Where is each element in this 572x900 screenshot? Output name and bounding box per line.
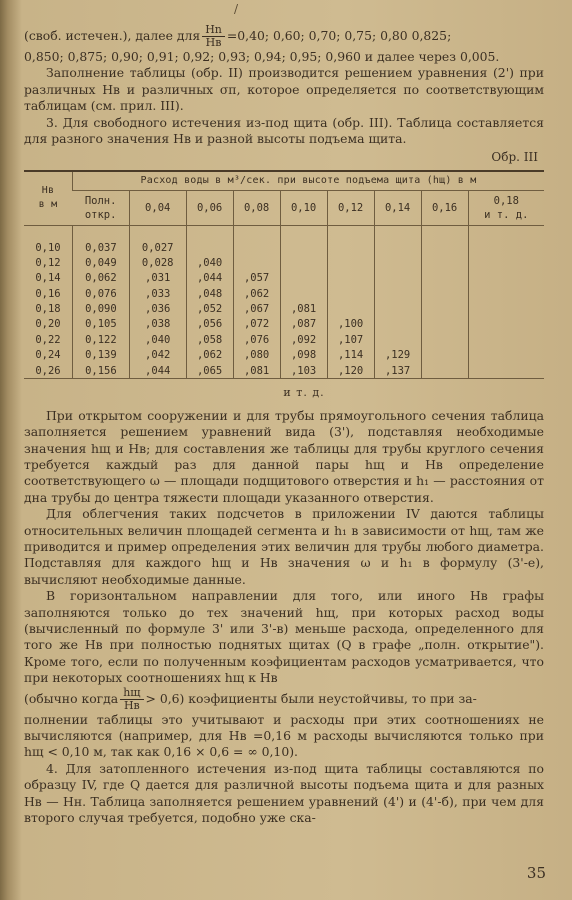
table-cell: ,081	[280, 301, 327, 316]
table-subheader-row	[24, 190, 544, 225]
table-cell	[421, 301, 468, 316]
table-cell: ,038	[129, 317, 186, 332]
table-cell	[468, 332, 544, 347]
table-cell: ,107	[327, 332, 374, 347]
table-subheader-3: 0,08	[233, 190, 280, 225]
table-cell	[421, 317, 468, 332]
table-row	[24, 317, 544, 332]
table-cell	[374, 286, 421, 301]
table-cell: 0,037	[73, 225, 130, 255]
table-cell	[374, 332, 421, 347]
table-cell: ,058	[186, 332, 233, 347]
para6-after-frac: > 0,6) коэфициенты были неустойчивы, то при за-	[145, 690, 477, 706]
table-cell: 0,156	[73, 363, 130, 379]
para6-text-1: В горизонтальном направлении для того, или иного Hв графы заполняются только до тех значений hщ, при которых расход воды (вычисленный по формуле 3' или 3'-в) меньше расхода, определенного для того же Hв при полностью поднятых щитах (Q в графе „полн. открытие"). Кроме того, если по полученным коэфициентам расходов усматривается, что при некоторых соотношениях hщ к Hв	[24, 588, 544, 686]
table-cell	[468, 363, 544, 379]
table-cell: 0,12	[35, 256, 61, 269]
table-cell	[233, 225, 280, 255]
table-cell: 0,139	[73, 348, 130, 363]
paragraph-4: При открытом сооружении и для трубы прямоугольного сечения таблица заполняется решением уравнений вида (3'), подставляя необходимые значения hщ и Hв; для составления же таблицы для трубы круглого сечения требуется каждый раз для данной пары hщ и Hв определение соответствующего ω — площади подщитового отверстия и h₁ — расстояния от дна трубы до центра тяжести площади указанного отверстия.	[24, 407, 544, 505]
table-cell	[327, 271, 374, 286]
fraction-hn-hv	[202, 24, 225, 49]
table-subheader-8: 0,18 и т. д.	[468, 190, 544, 225]
table-cell	[374, 255, 421, 270]
table-cell: ,103	[280, 363, 327, 379]
figure-label: Обр. III	[491, 150, 538, 165]
fraction-denominator: Hв	[123, 698, 140, 712]
table-subheader-1: 0,04	[129, 190, 186, 225]
table-cell	[468, 286, 544, 301]
table-cell: ,048	[186, 286, 233, 301]
table-cell	[421, 286, 468, 301]
table-cell: 0,062	[73, 271, 130, 286]
table-row	[24, 363, 544, 379]
table-row	[24, 255, 544, 270]
table-subheader-5: 0,12	[327, 190, 374, 225]
table-cell: ,129	[374, 348, 421, 363]
discharge-table	[24, 170, 544, 380]
table-cell: 0,028	[129, 255, 186, 270]
table-cell: ,052	[186, 301, 233, 316]
table-cell: ,080	[233, 348, 280, 363]
table-group-header-row	[24, 171, 544, 191]
page-content	[24, 24, 544, 827]
table-cell	[421, 255, 468, 270]
table-cell: ,057	[233, 271, 280, 286]
paragraph-2: Заполнение таблицы (обр. II) производится решением уравнения (2') при различных Hв и различных σп, которое определяется по соответствующим таблицам (см. прил. III).	[24, 65, 544, 114]
paragraph-5: Для облегчения таких подсчетов в приложении IV даются таблицы относительных величин площадей сегмента и h₁ в зависимости от hщ, там же приводится и пример определения этих величин для трубы любого диаметра. Подставляя для каждого hщ и Hв значения ω и h₁ в формулу (3'-е), вычисляют необходимые данные.	[24, 506, 544, 587]
paragraph-1-line-2: 0,850; 0,875; 0,90; 0,91; 0,92; 0,93; 0,94; 0,95; 0,960 и далее через 0,005.	[24, 49, 500, 64]
paragraph-3: 3. Для свободного истечения из-под щита (обр. III). Таблица составляется для разного значения Hв и разной высоты подъема щита.	[24, 114, 544, 147]
table-cell: ,137	[374, 363, 421, 379]
table-row	[24, 301, 544, 316]
table-subheader-4: 0,10	[280, 190, 327, 225]
fraction-numerator: hщ	[120, 687, 143, 700]
table-footer: и т. д.	[283, 386, 325, 400]
para6-before-frac: (обычно когда	[24, 690, 119, 706]
table-cell	[421, 225, 468, 255]
table-cell: 0,090	[73, 301, 130, 316]
table-cell: ,056	[186, 317, 233, 332]
table-cell	[327, 286, 374, 301]
table-cell: ,062	[186, 348, 233, 363]
table-cell	[421, 271, 468, 286]
table-row	[24, 332, 544, 347]
table-cell: ,036	[129, 301, 186, 316]
table-cell: ,040	[129, 332, 186, 347]
table-cell: ,040	[186, 255, 233, 270]
page-number: 35	[526, 864, 546, 882]
table-cell	[421, 348, 468, 363]
table-cell: 0,20	[35, 318, 61, 331]
table-group-header: Расход воды в м³/сек. при высоте подъема щита (hщ) в м	[73, 171, 545, 191]
table-subheader-6: 0,14	[374, 190, 421, 225]
table-cell: ,120	[327, 363, 374, 379]
table-body	[24, 225, 544, 379]
table-cell: 0,122	[73, 332, 130, 347]
table-cell: ,114	[327, 348, 374, 363]
table-cell	[327, 225, 374, 255]
table-cell	[280, 271, 327, 286]
table-cell: ,072	[233, 317, 280, 332]
fraction-hsch-hv	[120, 687, 143, 712]
table-cell: ,092	[280, 332, 327, 347]
paragraph-1-line-1	[24, 24, 544, 49]
table-subheader-2: 0,06	[186, 190, 233, 225]
table-cell	[280, 225, 327, 255]
fraction-numerator: Hn	[202, 24, 225, 37]
table-cell: 0,049	[73, 255, 130, 270]
table-cell	[421, 332, 468, 347]
table-cell: ,033	[129, 286, 186, 301]
table-cell	[468, 317, 544, 332]
para1-after-frac: =0,40; 0,60; 0,70; 0,75; 0,80 0,825;	[226, 28, 452, 44]
para1-before-frac: (своб. истечен.), далее для	[24, 28, 201, 44]
paragraph-6-continued: полнении таблицы это учитывают и расходы при этих соотношениях не вычисляются (например, для Hв =0,16 м расходы вычисляются только при hщ < 0,10 м, так как 0,16 × 0,6 = ∞ 0,10).	[24, 711, 544, 760]
table-cell	[280, 255, 327, 270]
table-cell: 0,105	[73, 317, 130, 332]
table-cell: ,065	[186, 363, 233, 379]
table-cell: ,100	[327, 317, 374, 332]
table-cell: ,044	[129, 363, 186, 379]
table-cell	[468, 271, 544, 286]
table-cell	[468, 255, 544, 270]
table-cell: 0,26	[24, 363, 73, 379]
table-cell: ,098	[280, 348, 327, 363]
table-cell: 0,18	[35, 303, 61, 316]
paragraph-6-formula-line	[24, 687, 544, 712]
table-cell	[374, 301, 421, 316]
table-cell: ,031	[129, 271, 186, 286]
table-cell: ,044	[186, 271, 233, 286]
table-cell: ,087	[280, 317, 327, 332]
table-cell: 0,16	[35, 287, 61, 300]
table-cell	[468, 348, 544, 363]
table-subheader-7: 0,16	[421, 190, 468, 225]
table-cell	[374, 225, 421, 255]
table-row	[24, 286, 544, 301]
table-cell: ,042	[129, 348, 186, 363]
table-cell: 0,14	[35, 272, 61, 285]
table-cell	[233, 255, 280, 270]
table-cell	[468, 225, 544, 255]
table-cell	[186, 225, 233, 255]
paragraph-1	[24, 24, 544, 65]
table-row	[24, 271, 544, 286]
paragraph-6	[24, 588, 544, 686]
table-cell	[374, 317, 421, 332]
paragraph-7: 4. Для затопленного истечения из-под щита таблицы составляются по образцу IV, где Q дается для различной высоты подъема щита и для разных Hв — Hн. Таблица заполняется решением уравнений (4') и (4'-б), при чем для второго случая требуется, подобно уже ска-	[24, 760, 544, 826]
table-cell	[327, 255, 374, 270]
table-cell: ,076	[233, 332, 280, 347]
table-cell: ,081	[233, 363, 280, 379]
table-cell: 0,027	[129, 225, 186, 255]
table-cell	[280, 286, 327, 301]
table-subheader-0: Полн. откр.	[73, 190, 130, 225]
para6-formula-row	[24, 687, 544, 712]
table-cell	[374, 271, 421, 286]
table-cell	[421, 363, 468, 379]
table-cell: 0,24	[35, 349, 61, 362]
table-cell	[468, 301, 544, 316]
table-cell: 0,10	[35, 241, 61, 254]
table-header-hv: Hв в м	[24, 171, 73, 226]
table-cell: 0,22	[35, 333, 61, 346]
page-mark: /	[234, 2, 239, 16]
table-cell	[327, 301, 374, 316]
fraction-denominator: Hв	[205, 36, 222, 49]
table-cell: 0,076	[73, 286, 130, 301]
table-row	[24, 348, 544, 363]
table-cell: ,062	[233, 286, 280, 301]
table-row	[24, 225, 544, 255]
table-cell: ,067	[233, 301, 280, 316]
